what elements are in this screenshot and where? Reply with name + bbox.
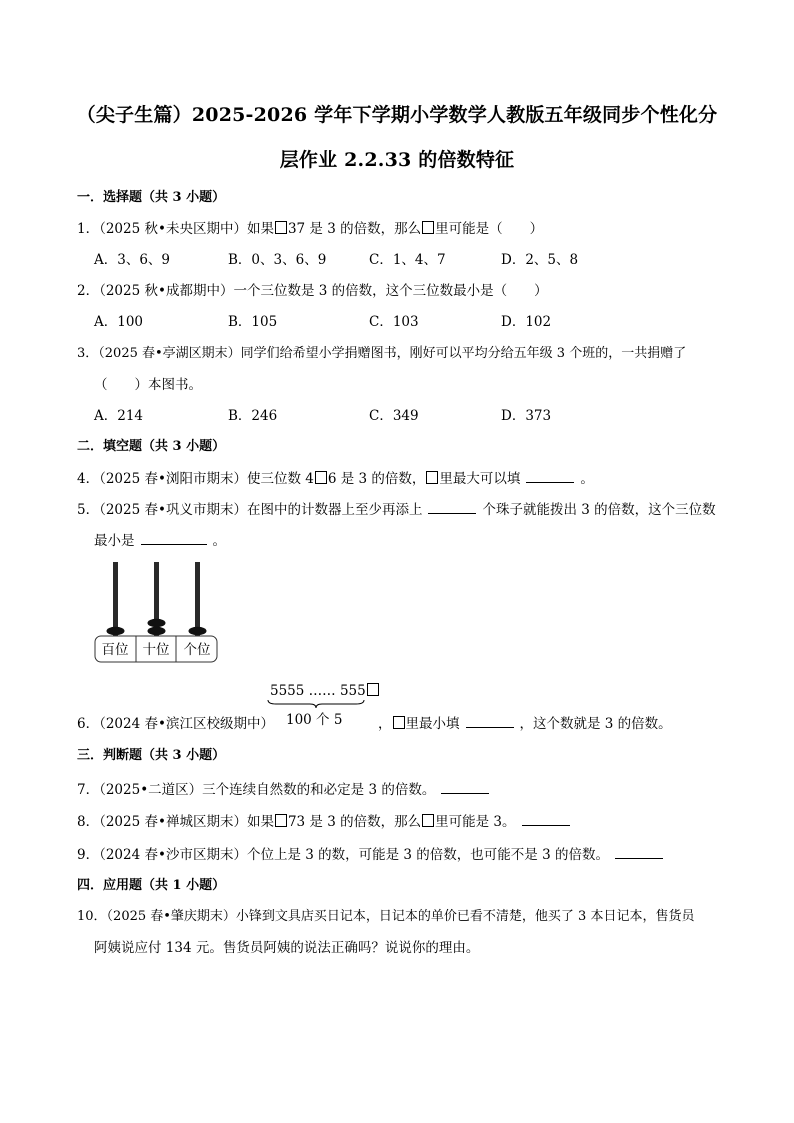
section-heading-application: 四．应用题（共 1 小题）: [77, 878, 226, 893]
answer-blank[interactable]: [141, 531, 207, 545]
question-4-text-c: 里最大可以填: [439, 471, 521, 487]
question-8-text-c: 里可能是 3。: [435, 814, 516, 830]
option-d[interactable]: D．102: [501, 314, 552, 330]
question-7-text: 7．（2025•二道区）三个连续自然数的和必定是 3 的倍数。: [77, 782, 436, 798]
question-6-text-c: 里最小填: [405, 716, 460, 732]
question-8: [77, 810, 576, 830]
abacus-bead: [148, 627, 166, 635]
question-3-options: [94, 404, 654, 422]
blank-box: [315, 471, 327, 484]
blank-box: [367, 683, 379, 696]
question-10-line-2: 阿姨说应付 134 元。售货员阿姨的说法正确吗？说说你的理由。: [94, 940, 480, 956]
answer-blank[interactable]: [466, 714, 514, 728]
option-b[interactable]: B．0、3、6、9: [228, 252, 327, 268]
blank-box: [426, 471, 438, 484]
question-6-number: [266, 683, 386, 727]
option-a[interactable]: A．100: [94, 314, 144, 330]
question-9-text: 9．（2024 春•沙市区期末）个位上是 3 的数，可能是 3 的倍数，也可能不是 3 的倍数。: [77, 847, 609, 863]
number-digits: 5555 …… 555: [270, 683, 366, 699]
answer-blank[interactable]: [428, 500, 476, 514]
abacus-bead: [189, 627, 207, 635]
question-5-text-a: 5．（2025 春•巩义市期末）在图中的计数器上至少再添上: [77, 502, 423, 518]
option-a[interactable]: A．214: [94, 408, 144, 424]
question-10-line-1: 10．（2025 春•肇庆期末）小锋到文具店买日记本，日记本的单价已看不清楚，他买了 3 本日记本，售货员: [77, 909, 695, 924]
question-6-text-b: ，: [378, 716, 392, 732]
number-count-label: 100 个 5: [286, 712, 343, 728]
question-5-line-2: [94, 529, 226, 549]
section-heading-judge: 三．判断题（共 3 小题）: [77, 748, 226, 763]
section-heading-fill: 二．填空题（共 3 小题）: [77, 439, 226, 454]
option-c[interactable]: C．103: [369, 314, 419, 330]
question-5-text-b: 个珠子就能拨出 3 的倍数，这个三位数: [482, 502, 716, 518]
option-d[interactable]: D．373: [501, 408, 552, 424]
option-c[interactable]: C．349: [369, 408, 419, 424]
question-2: 2．（2025 秋•成都期中）一个三位数是 3 的倍数，这个三位数最小是（ ）: [77, 283, 548, 299]
question-4-text-d: 。: [580, 471, 594, 487]
question-1-options: [94, 248, 654, 266]
question-8-text-b: 73 是 3 的倍数，那么: [287, 814, 422, 830]
question-5-line-1: [77, 498, 716, 518]
section-heading-choice: 一．选择题（共 3 小题）: [77, 190, 226, 205]
question-7: [77, 778, 495, 798]
option-d[interactable]: D．2、5、8: [501, 252, 579, 268]
blank-box: [275, 221, 287, 234]
answer-blank[interactable]: [615, 845, 663, 859]
answer-blank[interactable]: [441, 780, 489, 794]
question-9: [77, 843, 669, 863]
answer-blank[interactable]: [526, 469, 574, 483]
question-5-text-d: 。: [212, 533, 226, 549]
question-1-text-c: 里可能是（ ）: [435, 221, 544, 237]
blank-box: [275, 814, 287, 827]
option-b[interactable]: B．246: [228, 408, 278, 424]
option-a[interactable]: A．3、6、9: [94, 252, 171, 268]
question-6-prefix: 6．（2024 春•滨江区校级期中）: [77, 716, 274, 732]
abacus-bead: [107, 627, 125, 635]
question-3-line-2: （ ）本图书。: [94, 377, 202, 393]
blank-box: [393, 716, 405, 729]
question-1-text-a: 1．（2025 秋•未央区期中）如果: [77, 221, 274, 237]
question-2-options: [94, 310, 654, 328]
question-6-suffix: [378, 712, 672, 732]
question-4-text-b: 6 是 3 的倍数，: [327, 471, 426, 487]
option-b[interactable]: B．105: [228, 314, 278, 330]
abacus-label-tens: 十位: [142, 642, 170, 658]
abacus-figure: [94, 560, 218, 666]
question-6-text-d: ，这个数就是 3 的倍数。: [519, 716, 672, 732]
question-1: [77, 217, 543, 237]
abacus-label-ones: 个位: [183, 642, 211, 658]
question-5-text-c: 最小是: [94, 533, 135, 549]
page-title-line-1: （尖子生篇）2025-2026 学年下学期小学数学人教版五年级同步个性化分: [76, 104, 718, 126]
abacus-rod-hundreds: [113, 562, 118, 636]
question-4-text-a: 4．（2025 春•浏阳市期末）使三位数 4: [77, 471, 314, 487]
question-3-line-1: 3．（2025 春•亭湖区期末）同学们给希望小学捐赠图书，刚好可以平均分给五年级 3 个班的，一共捐赠了: [77, 346, 687, 361]
blank-box: [422, 814, 434, 827]
question-8-text-a: 8．（2025 春•禅城区期末）如果: [77, 814, 274, 830]
blank-box: [422, 221, 434, 234]
question-1-text-b: 37 是 3 的倍数，那么: [287, 221, 422, 237]
question-4: [77, 467, 594, 487]
abacus-rod-ones: [195, 562, 200, 636]
abacus-bead: [148, 619, 166, 627]
answer-blank[interactable]: [522, 812, 570, 826]
option-c[interactable]: C．1、4、7: [369, 252, 446, 268]
abacus-label-hundreds: 百位: [101, 642, 129, 658]
page-title-line-2: 层作业 2.2.33 的倍数特征: [279, 149, 515, 171]
